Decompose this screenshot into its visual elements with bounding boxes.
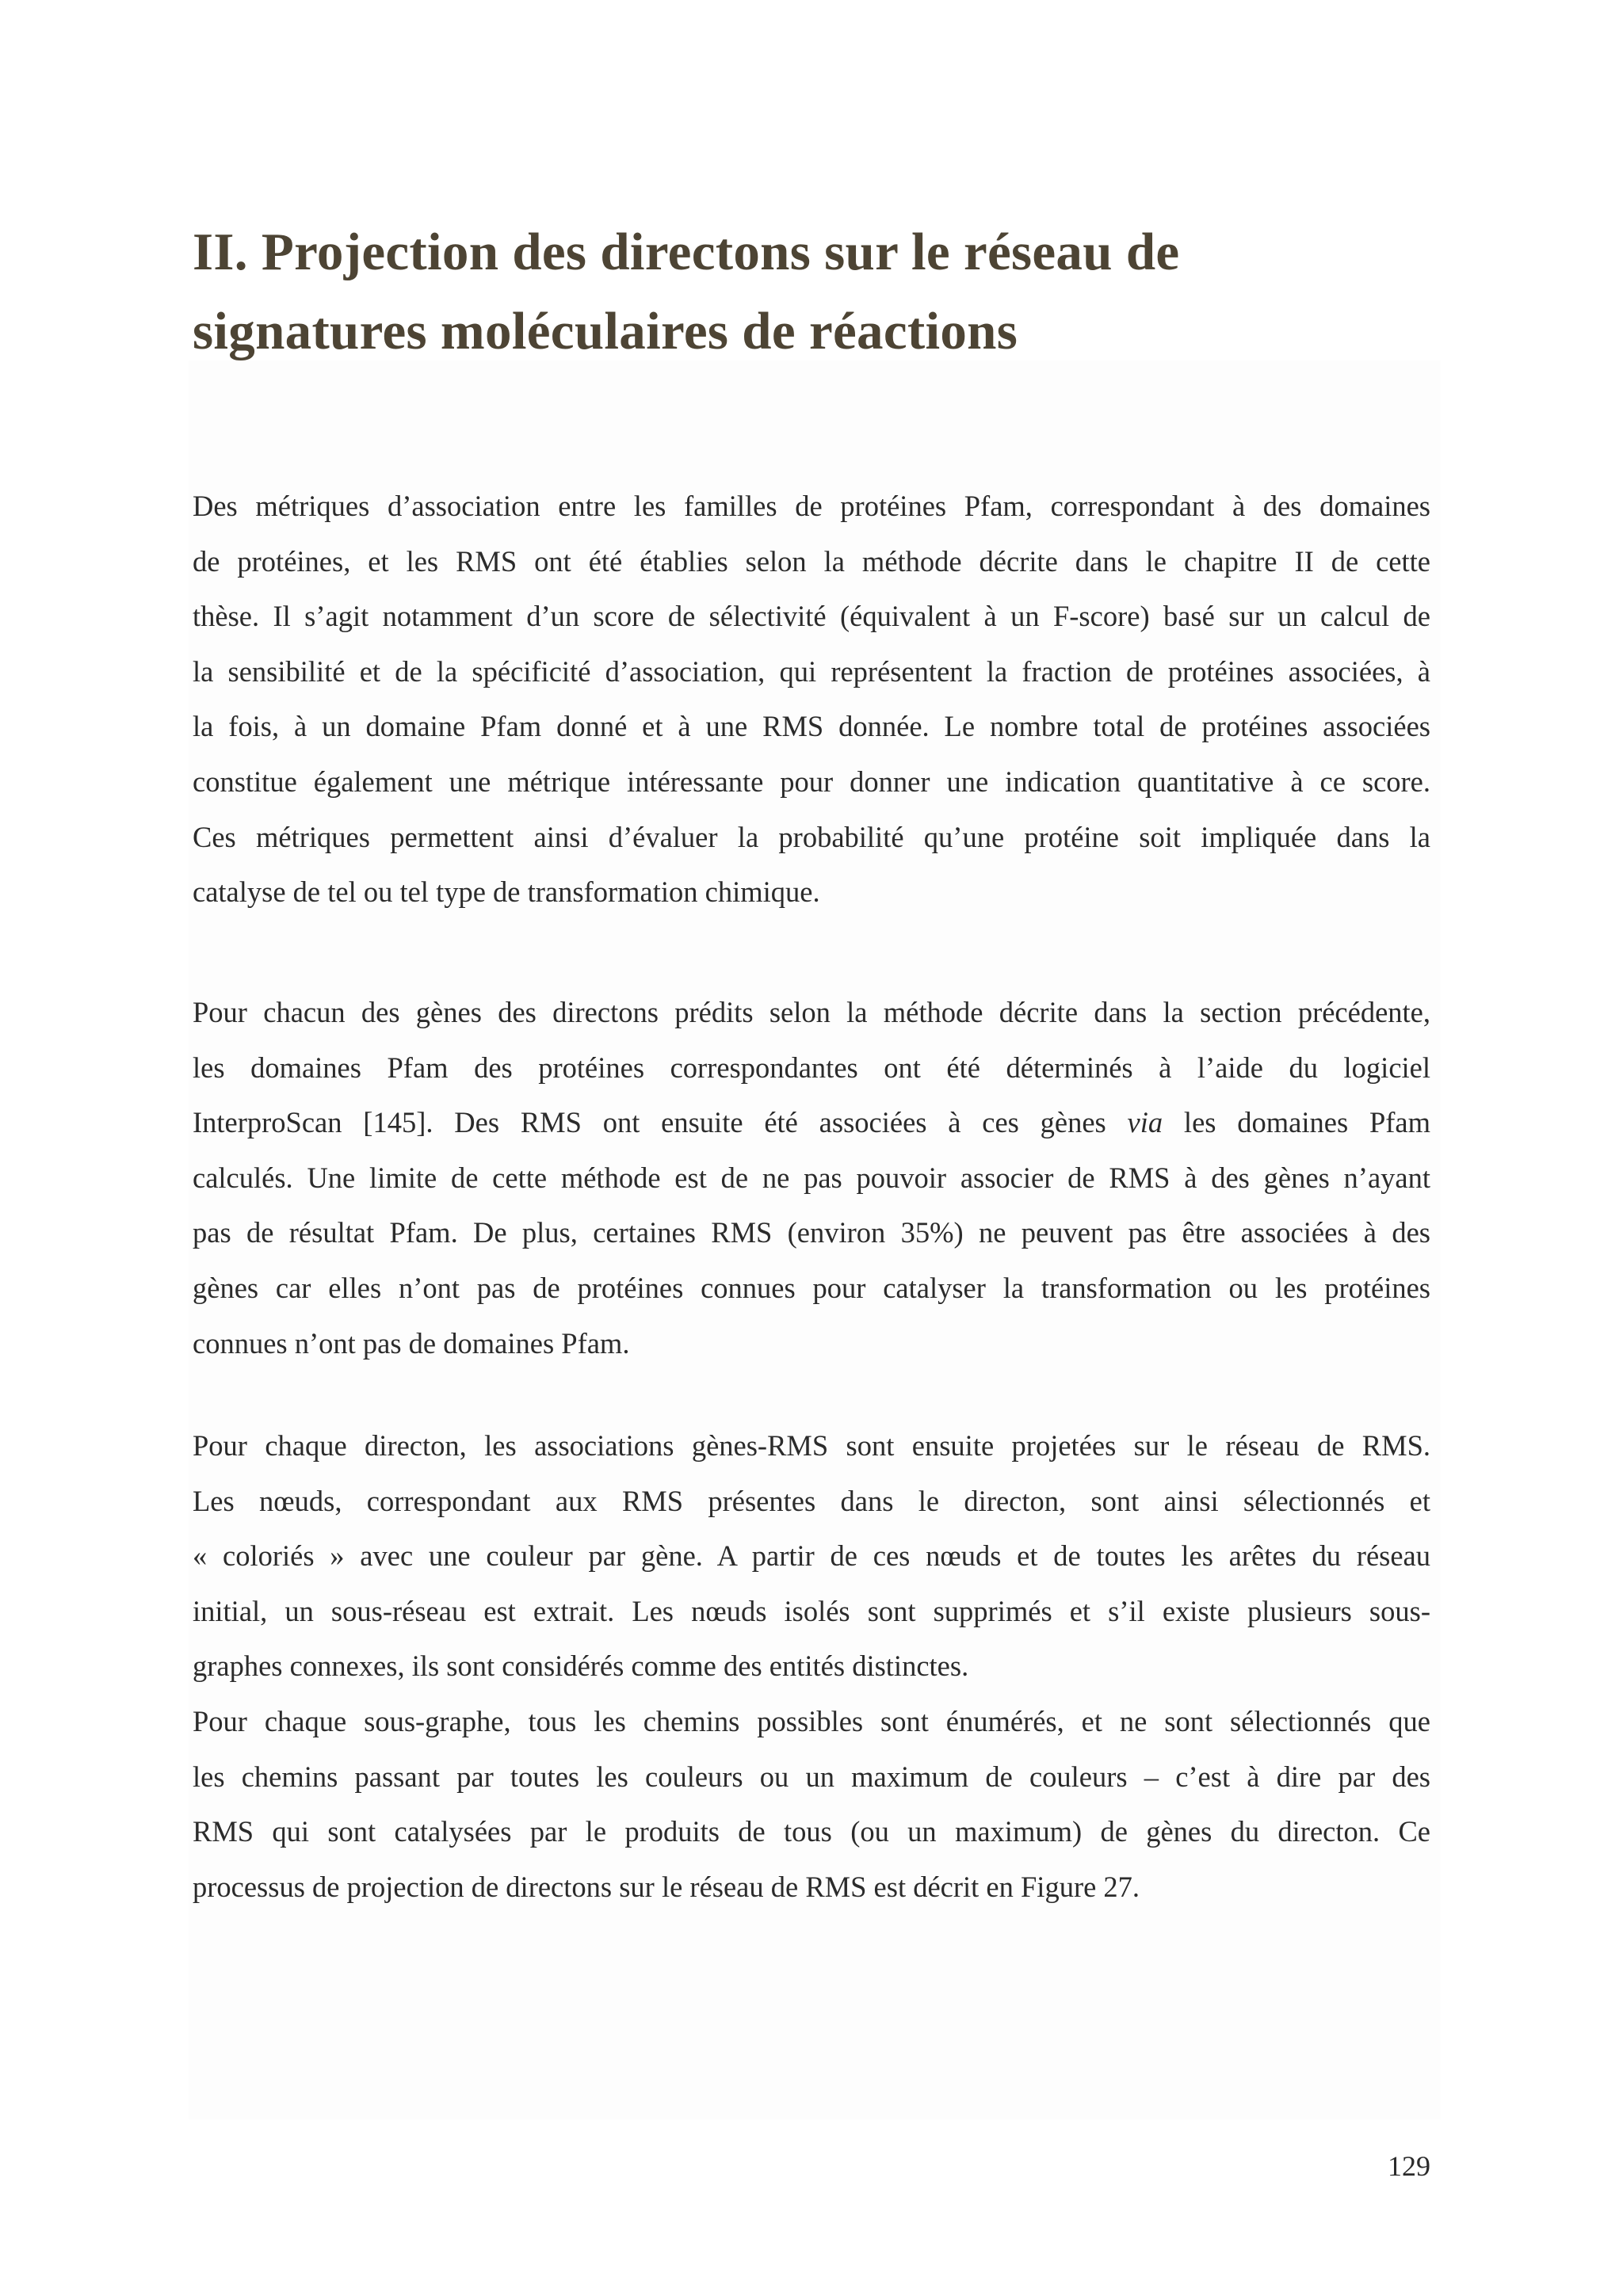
paragraph-line: Des métriques d’association entre les familles de protéines Pfam, correspondant à des domaines <box>193 490 1430 522</box>
paragraph-line: constitue également une métrique intéressante pour donner une indication quantitative à ce score. <box>193 765 1430 798</box>
paragraph-line: calculés. Une limite de cette méthode est de ne pas pouvoir associer de RMS à des gènes n’ayant <box>193 1161 1430 1194</box>
paragraph-line: connues n’ont pas de domaines Pfam. <box>193 1326 630 1360</box>
paragraph-line: initial, un sous-réseau est extrait. Les nœuds isolés sont supprimés et s’il existe plusieurs sous- <box>193 1594 1430 1627</box>
paragraph-line: Pour chacun des gènes des directons prédits selon la méthode décrite dans la section précédente, <box>193 996 1430 1028</box>
paragraph-line-with-italic <box>193 1095 1430 1150</box>
line-text: les domaines Pfam <box>1163 1106 1430 1139</box>
paragraph-2 <box>193 985 1430 1371</box>
paragraph-line: Pour chaque directon, les associations gènes-RMS sont ensuite projetées sur le réseau de RMS. <box>193 1429 1430 1462</box>
section-heading-line-2: signatures moléculaires de réactions <box>193 302 1018 360</box>
paragraph-line: gènes car elles n’ont pas de protéines connues pour catalyser la transformation ou les protéines <box>193 1271 1430 1304</box>
paragraph-line: pas de résultat Pfam. De plus, certaines RMS (environ 35%) ne peuvent pas être associées à des <box>193 1216 1430 1249</box>
paragraph-line: les domaines Pfam des protéines correspondantes ont été déterminés à l’aide du logiciel <box>193 1051 1430 1084</box>
paragraph-line: Ces métriques permettent ainsi d’évaluer la probabilité qu’une protéine soit impliquée dans la <box>193 820 1430 853</box>
line-text: InterproScan [145]. Des RMS ont ensuite été associées à ces gènes <box>193 1106 1128 1139</box>
paragraph-line: thèse. Il s’agit notamment d’un score de sélectivité (équivalent à un F-score) basé sur un calcul de <box>193 600 1430 633</box>
paragraph-line: Les nœuds, correspondant aux RMS présentes dans le directon, sont ainsi sélectionnés et <box>193 1484 1430 1517</box>
paragraph-line: Pour chaque sous-graphe, tous les chemins possibles sont énumérés, et ne sont sélectionnés que <box>193 1704 1430 1737</box>
paragraph-line: « coloriés » avec une couleur par gène. A partir de ces nœuds et de toutes les arêtes du réseau <box>193 1539 1430 1573</box>
paragraph-line: graphes connexes, ils sont considérés comme des entités distinctes. <box>193 1650 969 1683</box>
page-number: 129 <box>1388 2150 1430 2182</box>
paragraph-3 <box>193 1418 1430 1914</box>
italic-word: via <box>1127 1106 1163 1139</box>
paragraph-1 <box>193 479 1430 920</box>
paragraph-line: RMS qui sont catalysées par le produits de tous (ou un maximum) de gènes du directon. Ce <box>193 1815 1430 1848</box>
paragraph-line: la fois, à un domaine Pfam donné et à une RMS donnée. Le nombre total de protéines associées <box>193 710 1430 743</box>
paragraph-line: de protéines, et les RMS ont été établies selon la méthode décrite dans le chapitre II de cette <box>193 544 1430 578</box>
paragraph-line: les chemins passant par toutes les couleurs ou un maximum de couleurs – c’est à dire par des <box>193 1760 1430 1793</box>
paragraph-line: processus de projection de directons sur le réseau de RMS est décrit en Figure 27. <box>193 1870 1140 1903</box>
paragraph-line: catalyse de tel ou tel type de transformation chimique. <box>193 875 820 909</box>
section-heading-line-1: II. Projection des directons sur le réseau de <box>193 223 1180 281</box>
section-heading <box>193 212 1445 371</box>
paragraph-line: la sensibilité et de la spécificité d’association, qui représentent la fraction de protéines associées, à <box>193 654 1430 688</box>
